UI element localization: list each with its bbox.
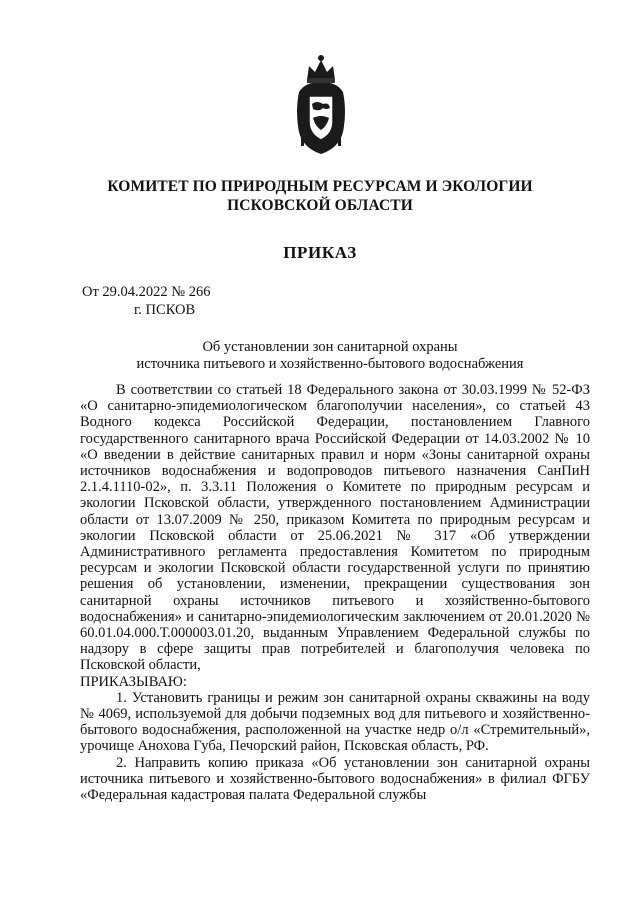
organization-name-line1: КОМИТЕТ ПО ПРИРОДНЫМ РЕСУРСАМ И ЭКОЛОГИИ (107, 178, 533, 195)
preamble-paragraph: В соответствии со статьей 18 Федерального закона от 30.03.1999 № 52-ФЗ «О санитарно-эпидемиологическом благополучии населения», со статьей 43 Водного кодекса Российской Федерации, постановлением Главного государственного санитарного врача Российской Федерации от 14.03.2002 № 10 «О введении в действие санитарных правил и норм «Зоны санитарной охраны источников водоснабжения и водопроводов питьевого назначения СанПиН 2.1.4.1110-02», п. 3.3.11 Положения о Комитете по природным ресурсам и экологии Псковской области, утвержденного постановлением Администрации области от 13.07.2009 № 250, приказом Комитета по природным ресурсам и экологии Псковской области от 25.06.2021 № 317 «Об утверждении Административного регламента предоставления Комитетом по природным ресурсам и экологии Псковской области государственной услуги по принятию решения об установлении, изменении, прекращении существования зон санитарной охраны источников питьевого и хозяйственно-бытового водоснабжения» и санитарно-эпидемиологическим заключением от 20.01.2020 № 60.01.04.000.Т.000003.01.20, выданным Управлением Федеральной службы по надзору в сфере защиты прав потребителей и благополучия человека по Псковской области, (80, 382, 590, 674)
order-word: ПРИКАЗЫВАЮ: (80, 673, 187, 690)
organization-name-line2: ПСКОВСКОЙ ОБЛАСТИ (227, 197, 413, 214)
order-item-2: 2. Направить копию приказа «Об установлении зон санитарной охраны источника питьевого и хозяйственно-бытового водоснабжения» в филиал ФГБУ «Федеральная кадастровая палата Федеральной службы (80, 754, 590, 804)
document-date-number: От 29.04.2022 № 266 (82, 284, 211, 300)
document-city: г. ПСКОВ (134, 302, 196, 318)
document-subject-line2: источника питьевого и хозяйственно-бытового водоснабжения (136, 356, 524, 372)
order-item-1: 1. Установить границы и режим зон санитарной охраны скважины на воду № 4069, используемой для добычи подземных вод для питьевого и хозяйственно-бытового водоснабжения, расположенной на участке недр о/л «Стремительный», урочище Анохова Губа, Печорский район, Псковская область, РФ. (80, 689, 590, 755)
document-subject-line1: Об установлении зон санитарной охраны (202, 339, 458, 355)
document-body (80, 382, 590, 803)
pskov-coat-of-arms-icon (293, 52, 349, 156)
document-title: ПРИКАЗ (283, 243, 357, 262)
